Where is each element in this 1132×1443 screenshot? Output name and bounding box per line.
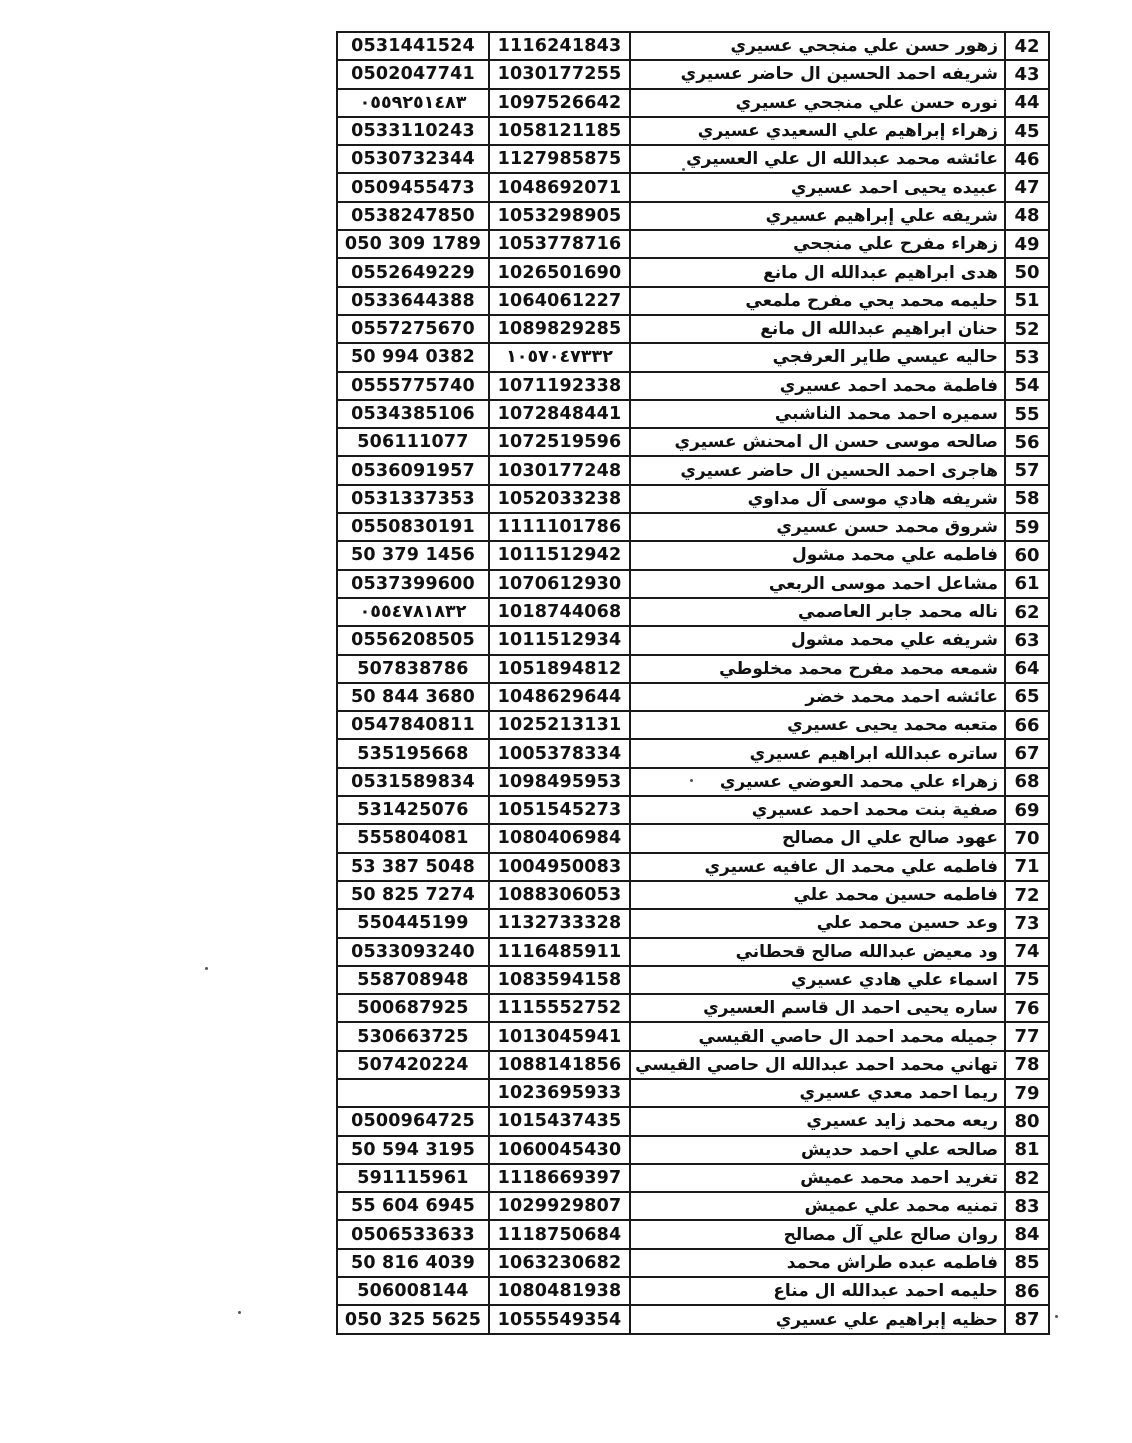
row-number-cell: 87	[1005, 1305, 1049, 1333]
id-number-cell: 1026501690	[489, 258, 630, 286]
name-cell: روان صالح علي آل مصالح	[630, 1220, 1005, 1248]
row-number-cell: 44	[1005, 89, 1049, 117]
id-number-cell: 1030177255	[489, 60, 630, 88]
table-row	[337, 966, 1049, 994]
table-row	[337, 485, 1049, 513]
phone-cell: 0538247850	[337, 202, 489, 230]
id-number-cell: 1064061227	[489, 287, 630, 315]
id-number-cell: 1058121185	[489, 117, 630, 145]
phone-cell: 0502047741	[337, 60, 489, 88]
name-cell: صالحه موسى حسن ال امحنش عسيري	[630, 428, 1005, 456]
id-number-cell: 1116485911	[489, 938, 630, 966]
phone-cell: 531425076	[337, 796, 489, 824]
name-cell: شريفه علي محمد مشول	[630, 626, 1005, 654]
phone-cell	[337, 1079, 489, 1107]
row-number-cell: 64	[1005, 655, 1049, 683]
table-row	[337, 598, 1049, 626]
table-row	[337, 1220, 1049, 1248]
table-row	[337, 60, 1049, 88]
phone-cell: 0531337353	[337, 485, 489, 513]
phone-cell: ٠٥٥٩٢٥١٤٨٣	[337, 89, 489, 117]
table-body	[337, 32, 1049, 1334]
phone-cell: 530663725	[337, 1022, 489, 1050]
id-number-cell: 1080406984	[489, 824, 630, 852]
name-cell: صفية بنت محمد احمد عسيري	[630, 796, 1005, 824]
table-row	[337, 655, 1049, 683]
row-number-cell: 80	[1005, 1107, 1049, 1135]
name-cell: شريفه هادي موسى آل مداوي	[630, 485, 1005, 513]
id-number-cell: 1013045941	[489, 1022, 630, 1050]
id-number-cell: 1023695933	[489, 1079, 630, 1107]
table-row	[337, 1051, 1049, 1079]
scan-speck	[690, 779, 693, 782]
phone-cell: 591115961	[337, 1164, 489, 1192]
name-cell: شريفه احمد الحسين ال حاضر عسيري	[630, 60, 1005, 88]
id-number-cell: 1004950083	[489, 853, 630, 881]
registry-table	[336, 31, 1050, 1335]
phone-cell: 0556208505	[337, 626, 489, 654]
table-row	[337, 711, 1049, 739]
name-cell: شريفه علي إبراهيم عسيري	[630, 202, 1005, 230]
id-number-cell: 1060045430	[489, 1136, 630, 1164]
scan-speck	[238, 1311, 241, 1314]
table-row	[337, 796, 1049, 824]
table-row	[337, 881, 1049, 909]
name-cell: ريعه محمد زايد عسيري	[630, 1107, 1005, 1135]
row-number-cell: 63	[1005, 626, 1049, 654]
name-cell: فاطمة محمد احمد عسيري	[630, 372, 1005, 400]
name-cell: صالحه علي احمد حديش	[630, 1136, 1005, 1164]
id-number-cell: 1015437435	[489, 1107, 630, 1135]
row-number-cell: 49	[1005, 230, 1049, 258]
row-number-cell: 68	[1005, 768, 1049, 796]
name-cell: زهراء مفرح علي منجحي	[630, 230, 1005, 258]
id-number-cell: 1029929807	[489, 1192, 630, 1220]
table-row	[337, 1107, 1049, 1135]
name-cell: سميره احمد محمد الناشبي	[630, 400, 1005, 428]
name-cell: فاطمه عبده طراش محمد	[630, 1249, 1005, 1277]
phone-cell: 0531589834	[337, 768, 489, 796]
id-number-cell: 1048692071	[489, 173, 630, 201]
table-row	[337, 1164, 1049, 1192]
phone-cell: 50 844 3680	[337, 683, 489, 711]
id-number-cell: 1030177248	[489, 456, 630, 484]
name-cell: فاطمه علي محمد ال عافيه عسيري	[630, 853, 1005, 881]
table-row	[337, 994, 1049, 1022]
phone-cell: 0552649229	[337, 258, 489, 286]
row-number-cell: 54	[1005, 372, 1049, 400]
id-number-cell: 1063230682	[489, 1249, 630, 1277]
row-number-cell: 81	[1005, 1136, 1049, 1164]
name-cell: وعد حسين محمد علي	[630, 909, 1005, 937]
row-number-cell: 52	[1005, 315, 1049, 343]
name-cell: تمنيه محمد علي عميش	[630, 1192, 1005, 1220]
id-number-cell: 1053778716	[489, 230, 630, 258]
row-number-cell: 69	[1005, 796, 1049, 824]
phone-cell: 0509455473	[337, 173, 489, 201]
phone-cell: 53 387 5048	[337, 853, 489, 881]
row-number-cell: 47	[1005, 173, 1049, 201]
phone-cell: 500687925	[337, 994, 489, 1022]
scan-speck	[1055, 1315, 1058, 1318]
name-cell: عهود صالح علي ال مصالح	[630, 824, 1005, 852]
row-number-cell: 79	[1005, 1079, 1049, 1107]
name-cell: هدى ابراهيم عبدالله ال مانع	[630, 258, 1005, 286]
id-number-cell: 1055549354	[489, 1305, 630, 1333]
id-number-cell: 1097526642	[489, 89, 630, 117]
name-cell: عائشه احمد محمد خضر	[630, 683, 1005, 711]
id-number-cell: 1111101786	[489, 513, 630, 541]
phone-cell: 50 825 7274	[337, 881, 489, 909]
name-cell: زهور حسن علي منجحي عسيري	[630, 32, 1005, 60]
phone-cell: 507420224	[337, 1051, 489, 1079]
name-cell: حليمه احمد عبدالله ال مناع	[630, 1277, 1005, 1305]
table-row	[337, 938, 1049, 966]
row-number-cell: 77	[1005, 1022, 1049, 1050]
row-number-cell: 57	[1005, 456, 1049, 484]
phone-cell: 0537399600	[337, 570, 489, 598]
id-number-cell: 1072848441	[489, 400, 630, 428]
table-row	[337, 1022, 1049, 1050]
table-row	[337, 202, 1049, 230]
phone-cell: ٠٥٥٤٧٨١٨٣٢	[337, 598, 489, 626]
name-cell: مشاعل احمد موسى الربعي	[630, 570, 1005, 598]
row-number-cell: 46	[1005, 145, 1049, 173]
table-row	[337, 1249, 1049, 1277]
id-number-cell: 1083594158	[489, 966, 630, 994]
phone-cell: 55 604 6945	[337, 1192, 489, 1220]
table-row	[337, 853, 1049, 881]
table-row	[337, 1277, 1049, 1305]
phone-cell: 0533644388	[337, 287, 489, 315]
phone-cell: 550445199	[337, 909, 489, 937]
phone-cell: 506111077	[337, 428, 489, 456]
table-row	[337, 145, 1049, 173]
row-number-cell: 70	[1005, 824, 1049, 852]
phone-cell: 0555775740	[337, 372, 489, 400]
name-cell: حنان ابراهيم عبدالله ال مانع	[630, 315, 1005, 343]
name-cell: عائشه محمد عبدالله ال علي العسيري	[630, 145, 1005, 173]
row-number-cell: 42	[1005, 32, 1049, 60]
name-cell: حاليه عيسي طاير العرفجي	[630, 343, 1005, 371]
id-number-cell: 1011512934	[489, 626, 630, 654]
table-row	[337, 456, 1049, 484]
row-number-cell: 72	[1005, 881, 1049, 909]
table-row	[337, 626, 1049, 654]
phone-cell: 506008144	[337, 1277, 489, 1305]
table-row	[337, 1136, 1049, 1164]
id-number-cell: 1048629644	[489, 683, 630, 711]
id-number-cell: 1072519596	[489, 428, 630, 456]
id-number-cell: 1088306053	[489, 881, 630, 909]
name-cell: حليمه محمد يحي مفرح ملمعي	[630, 287, 1005, 315]
table-row	[337, 768, 1049, 796]
id-number-cell: 1088141856	[489, 1051, 630, 1079]
row-number-cell: 75	[1005, 966, 1049, 994]
phone-cell: 050 309 1789	[337, 230, 489, 258]
id-number-cell: 1080481938	[489, 1277, 630, 1305]
row-number-cell: 82	[1005, 1164, 1049, 1192]
name-cell: عبيده يحيى احمد عسيري	[630, 173, 1005, 201]
name-cell: شروق محمد حسن عسيري	[630, 513, 1005, 541]
id-number-cell: 1051545273	[489, 796, 630, 824]
id-number-cell: 1025213131	[489, 711, 630, 739]
phone-cell: 0550830191	[337, 513, 489, 541]
row-number-cell: 48	[1005, 202, 1049, 230]
table-row	[337, 400, 1049, 428]
phone-cell: 0531441524	[337, 32, 489, 60]
table-row	[337, 513, 1049, 541]
table-row	[337, 230, 1049, 258]
row-number-cell: 43	[1005, 60, 1049, 88]
name-cell: اسماء علي هادي عسيري	[630, 966, 1005, 994]
name-cell: شمعه محمد مفرح محمد مخلوطي	[630, 655, 1005, 683]
id-number-cell: 1118750684	[489, 1220, 630, 1248]
table-row	[337, 1079, 1049, 1107]
id-number-cell: 1011512942	[489, 541, 630, 569]
phone-cell: 535195668	[337, 739, 489, 767]
table-row	[337, 739, 1049, 767]
name-cell: متعبه محمد يحيى عسيري	[630, 711, 1005, 739]
name-cell: هاجرى احمد الحسين ال حاضر عسيري	[630, 456, 1005, 484]
phone-cell: 0506533633	[337, 1220, 489, 1248]
phone-cell: 0533110243	[337, 117, 489, 145]
id-number-cell: 1116241843	[489, 32, 630, 60]
phone-cell: 0500964725	[337, 1107, 489, 1135]
id-number-cell: 1052033238	[489, 485, 630, 513]
id-number-cell: 1051894812	[489, 655, 630, 683]
phone-cell: 507838786	[337, 655, 489, 683]
phone-cell: 50 994 0382	[337, 343, 489, 371]
name-cell: ود معيض عبدالله صالح قحطاني	[630, 938, 1005, 966]
name-cell: زهراء علي محمد العوضي عسيري	[630, 768, 1005, 796]
id-number-cell: 1118669397	[489, 1164, 630, 1192]
phone-cell: 0547840811	[337, 711, 489, 739]
table-row	[337, 683, 1049, 711]
phone-cell: 50 594 3195	[337, 1136, 489, 1164]
name-cell: ناله محمد جابر العاصمي	[630, 598, 1005, 626]
table-row	[337, 258, 1049, 286]
phone-cell: 0534385106	[337, 400, 489, 428]
table-row	[337, 315, 1049, 343]
table-row	[337, 343, 1049, 371]
id-number-cell: 1018744068	[489, 598, 630, 626]
row-number-cell: 83	[1005, 1192, 1049, 1220]
phone-cell: 558708948	[337, 966, 489, 994]
id-number-cell: 1089829285	[489, 315, 630, 343]
id-number-cell: 1115552752	[489, 994, 630, 1022]
phone-cell: 50 379 1456	[337, 541, 489, 569]
name-cell: ساره يحيى احمد ال قاسم العسيري	[630, 994, 1005, 1022]
id-number-cell: ١٠٥٧٠٤٧٣٣٢	[489, 343, 630, 371]
name-cell: فاطمه حسين محمد علي	[630, 881, 1005, 909]
row-number-cell: 85	[1005, 1249, 1049, 1277]
name-cell: تهاني محمد احمد عبدالله ال حاصي القيسي	[630, 1051, 1005, 1079]
row-number-cell: 59	[1005, 513, 1049, 541]
phone-cell: 0557275670	[337, 315, 489, 343]
phone-cell: 0530732344	[337, 145, 489, 173]
row-number-cell: 67	[1005, 739, 1049, 767]
row-number-cell: 84	[1005, 1220, 1049, 1248]
name-cell: ريما احمد معدي عسيري	[630, 1079, 1005, 1107]
table-row	[337, 372, 1049, 400]
row-number-cell: 56	[1005, 428, 1049, 456]
id-number-cell: 1005378334	[489, 739, 630, 767]
id-number-cell: 1132733328	[489, 909, 630, 937]
id-number-cell: 1098495953	[489, 768, 630, 796]
row-number-cell: 55	[1005, 400, 1049, 428]
name-cell: ساتره عبدالله ابراهيم عسيري	[630, 739, 1005, 767]
row-number-cell: 65	[1005, 683, 1049, 711]
scan-speck	[682, 168, 685, 171]
table-row	[337, 117, 1049, 145]
row-number-cell: 76	[1005, 994, 1049, 1022]
table-row	[337, 824, 1049, 852]
name-cell: تغريد احمد محمد عميش	[630, 1164, 1005, 1192]
row-number-cell: 73	[1005, 909, 1049, 937]
name-cell: زهراء إبراهيم علي السعيدي عسيري	[630, 117, 1005, 145]
phone-cell: 50 816 4039	[337, 1249, 489, 1277]
id-number-cell: 1127985875	[489, 145, 630, 173]
id-number-cell: 1070612930	[489, 570, 630, 598]
phone-cell: 0533093240	[337, 938, 489, 966]
row-number-cell: 86	[1005, 1277, 1049, 1305]
table-row	[337, 32, 1049, 60]
row-number-cell: 53	[1005, 343, 1049, 371]
name-cell: جميله محمد احمد ال حاصي القيسي	[630, 1022, 1005, 1050]
scan-speck	[205, 967, 208, 970]
id-number-cell: 1053298905	[489, 202, 630, 230]
row-number-cell: 61	[1005, 570, 1049, 598]
row-number-cell: 62	[1005, 598, 1049, 626]
name-cell: فاطمه علي محمد مشول	[630, 541, 1005, 569]
name-cell: نوره حسن علي منجحي عسيري	[630, 89, 1005, 117]
name-cell: حظيه إبراهيم علي عسيري	[630, 1305, 1005, 1333]
table-row	[337, 173, 1049, 201]
row-number-cell: 50	[1005, 258, 1049, 286]
phone-cell: 050 325 5625	[337, 1305, 489, 1333]
phone-cell: 0536091957	[337, 456, 489, 484]
row-number-cell: 74	[1005, 938, 1049, 966]
row-number-cell: 45	[1005, 117, 1049, 145]
table-row	[337, 1192, 1049, 1220]
row-number-cell: 71	[1005, 853, 1049, 881]
row-number-cell: 58	[1005, 485, 1049, 513]
table-row	[337, 1305, 1049, 1333]
row-number-cell: 78	[1005, 1051, 1049, 1079]
row-number-cell: 51	[1005, 287, 1049, 315]
row-number-cell: 60	[1005, 541, 1049, 569]
table-row	[337, 287, 1049, 315]
row-number-cell: 66	[1005, 711, 1049, 739]
table-row	[337, 428, 1049, 456]
table-row	[337, 89, 1049, 117]
table-row	[337, 541, 1049, 569]
table-row	[337, 570, 1049, 598]
phone-cell: 555804081	[337, 824, 489, 852]
id-number-cell: 1071192338	[489, 372, 630, 400]
table-row	[337, 909, 1049, 937]
